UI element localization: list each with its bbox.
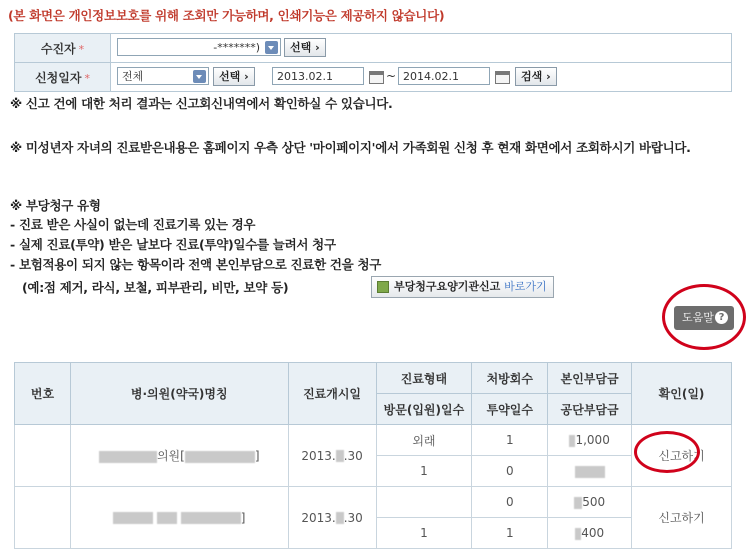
highlight-circle-help [662,284,746,350]
row-visits: 1 [376,518,472,549]
search-form [14,33,732,92]
table-row [15,487,732,518]
report-link[interactable]: 신고하기 [632,425,732,487]
search-button[interactable]: 검색 › [515,67,557,86]
document-icon [377,281,389,293]
period-select[interactable]: 전체 [117,67,209,85]
type-item: - 진료 받은 사실이 없는데 진료기록 있는 경우 [10,217,256,232]
calendar-icon[interactable] [369,71,384,84]
row-type [376,487,472,518]
privacy-notice: (본 화면은 개인정보보호를 위해 조회만 가능하며, 인쇄기능은 제공하지 않습니다) [8,8,445,23]
question-icon: ? [715,311,728,324]
chevron-down-icon [265,41,278,54]
report-hospital-link-button[interactable]: 부당청구요양기관신고 바로가기 [371,276,554,298]
date-label: 신청일자 * [15,63,111,92]
row-no [15,425,71,487]
row-no [15,487,71,549]
chevron-down-icon [193,70,206,83]
date-range-tilde: ~ [386,69,397,83]
row-hospital: ] [70,487,288,549]
calendar-icon[interactable] [495,71,510,84]
minor-notice: ※ 미성년자 자녀의 진료받은내용은 홈페이지 우측 상단 '마이페이지'에서 가족회원 신청 후 현재 화면에서 조회하시기 바랍니다. [10,140,691,155]
types-title: ※ 부당청구 유형 [10,198,101,213]
row-rx: 0 [472,487,548,518]
col-start-date: 진료개시일 [288,363,376,425]
claims-table [14,362,732,549]
row-insurer-pay [548,456,632,487]
row-visits: 1 [376,456,472,487]
row-self-pay: 1,000 [548,425,632,456]
col-no: 번호 [15,363,71,425]
start-date-input[interactable]: 2013.02.1 [272,67,364,85]
row-insurer-pay: 400 [548,518,632,549]
end-date-input[interactable]: 2014.02.1 [398,67,490,85]
row-start-date: 2013. .30 [288,487,376,549]
row-dosage: 1 [472,518,548,549]
row-self-pay: 500 [548,487,632,518]
col-dosage-days: 투약일수 [472,394,548,425]
table-row [15,425,732,456]
highlight-circle-report [634,431,700,473]
help-button[interactable]: 도움말 ? [674,306,734,330]
type-item: - 보험적용이 되지 않는 항목이라 전액 본인부담으로 진료한 건을 청구 [10,257,382,272]
report-link[interactable]: 신고하기 [632,487,732,549]
col-type: 진료형태 [376,363,472,394]
recipient-select[interactable]: -*******) [117,38,281,56]
col-rx-count: 처방회수 [472,363,548,394]
row-rx: 1 [472,425,548,456]
col-insurer-pay: 공단부담금 [548,394,632,425]
row-hospital: 의원[ ] [70,425,288,487]
recipient-select-button[interactable]: 선택 › [284,38,326,57]
col-self-pay: 본인부담금 [548,363,632,394]
col-confirm: 확인(일) [632,363,732,425]
type-item: - 실제 진료(투약) 받은 날보다 진료(투약)일수를 늘려서 청구 [10,237,336,252]
result-notice: ※ 신고 건에 대한 처리 결과는 신고회신내역에서 확인하실 수 있습니다. [10,96,393,111]
row-dosage: 0 [472,456,548,487]
examples-text: (예:점 제거, 라식, 보철, 피부관리, 비만, 보약 등) [22,280,289,295]
recipient-label: 수진자 * [15,34,111,63]
col-visits: 방문(입원)일수 [376,394,472,425]
row-start-date: 2013. .30 [288,425,376,487]
row-type: 외래 [376,425,472,456]
period-select-button[interactable]: 선택 › [213,67,255,86]
col-hospital: 병·의원(약국)명칭 [70,363,288,425]
